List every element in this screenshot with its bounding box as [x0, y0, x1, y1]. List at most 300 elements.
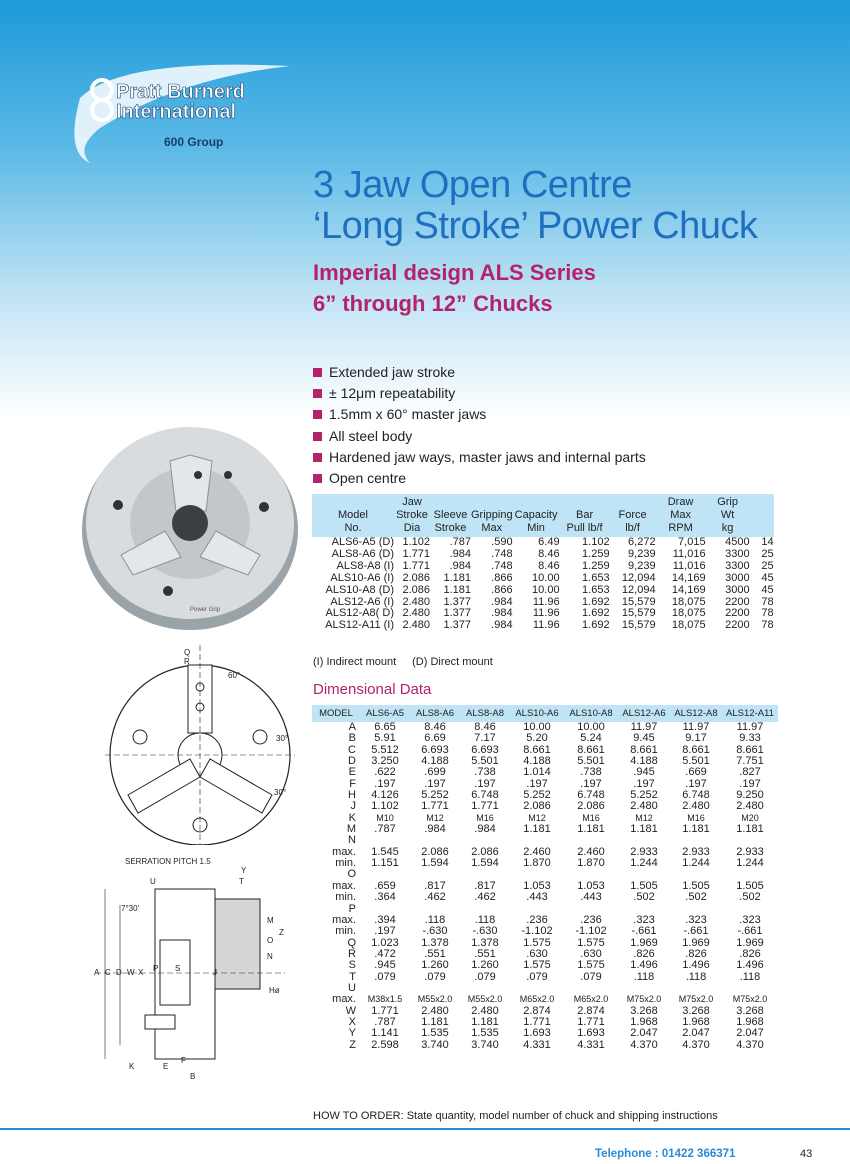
- dim-value-cell: .984: [424, 823, 446, 836]
- dim-label-cell: max.: [332, 845, 356, 858]
- dim-header-col: ALS8-A6: [410, 705, 460, 722]
- dim-value-cell: 11.97: [630, 721, 658, 733]
- spec-value-cell: 1.181: [443, 571, 471, 584]
- order-note: HOW TO ORDER: State quantity, model number of chuck and shipping instructions: [313, 1110, 718, 1122]
- dim-value-cell: 1.545: [371, 845, 399, 858]
- dim-value-cell: 1.053: [523, 879, 551, 892]
- spec-value-cell: 10.00: [532, 571, 560, 584]
- dim-value-cell: 11.97: [682, 721, 710, 733]
- spec-value-cell: 1.377: [443, 595, 471, 608]
- spec-value-cell: 1.771: [402, 547, 430, 560]
- dim-header-col: ALS6-A5: [360, 705, 410, 722]
- dim-value-cell: .945: [374, 959, 396, 972]
- dimensional-table-row: [312, 994, 778, 1005]
- dim-value-cell: .197: [474, 777, 496, 790]
- dim-value-cell: 1.968: [630, 1015, 658, 1028]
- dim-value-cell: 1.053: [577, 879, 605, 892]
- spec-value-cell: .984: [491, 607, 513, 620]
- spec-value-cell: 2.086: [402, 571, 430, 584]
- feature-list: [313, 362, 646, 489]
- dim-value-cell: .462: [424, 891, 446, 904]
- spec-value-cell: 2.480: [402, 619, 430, 632]
- dim-value-cell: 8.661: [682, 743, 710, 756]
- label-t: T: [239, 877, 244, 886]
- feature-item: ± 12μm repeatability: [313, 383, 646, 404]
- dim-value-cell: 3.250: [371, 755, 399, 768]
- dim-value-cell: 9.33: [739, 732, 761, 745]
- dim-label-cell: min.: [335, 891, 356, 904]
- dim-value-cell: 1.771: [371, 1004, 399, 1017]
- dim-value-cell: .787: [374, 1015, 396, 1028]
- dim-value-cell: 5.501: [471, 755, 499, 768]
- dim-value-cell: 9.45: [633, 732, 655, 745]
- dim-header-col: ALS12-A6: [618, 705, 670, 722]
- subtitle-line1: Imperial design ALS Series: [313, 260, 596, 285]
- header-sleeve-stroke: Sleeve Stroke: [430, 494, 471, 537]
- dim-value-cell: M20: [741, 812, 759, 823]
- dim-value-cell: 4.126: [371, 789, 399, 802]
- dim-value-cell: .236: [580, 913, 602, 926]
- label-y: Y: [241, 866, 247, 875]
- dim-value-cell: .197: [374, 925, 396, 938]
- dim-value-cell: [410, 983, 460, 994]
- dim-value-cell: 3.740: [421, 1038, 449, 1051]
- dim-value-cell: .984: [474, 823, 496, 836]
- spec-model-cell: ALS10-A8 (D): [325, 583, 394, 596]
- feature-item: Extended jaw stroke: [313, 362, 646, 383]
- dim-value-cell: 2.480: [421, 1004, 449, 1017]
- spec-table-row: [312, 561, 774, 573]
- spec-value-cell: 1.653: [582, 583, 610, 596]
- dim-value-cell: M12: [528, 812, 546, 823]
- spec-value-cell: 2.480: [402, 607, 430, 620]
- dim-value-cell: 4.370: [682, 1038, 710, 1051]
- dim-value-cell: 2.086: [471, 845, 499, 858]
- dim-value-cell: .817: [424, 879, 446, 892]
- dim-value-cell: 2.047: [736, 1027, 764, 1040]
- spec-model-cell: ALS12-A8( D): [325, 607, 394, 620]
- dim-value-cell: .699: [424, 766, 446, 779]
- dimensional-table-row: [312, 972, 778, 983]
- front-view-drawing: [100, 645, 300, 845]
- dim-value-cell: 8.661: [523, 743, 551, 756]
- chuck-photo: [78, 415, 303, 635]
- subtitle-line2: 6” through 12” Chucks: [313, 291, 553, 316]
- spec-value-cell: .748: [491, 559, 513, 572]
- dim-value-cell: 9.17: [685, 732, 707, 745]
- dim-value-cell: 1.181: [523, 823, 551, 836]
- dim-value-cell: 1.244: [736, 857, 764, 870]
- dim-value-cell: .826: [633, 947, 655, 960]
- dim-header-col: ALS10-A6: [510, 705, 564, 722]
- dim-value-cell: .502: [739, 891, 761, 904]
- dim-value-cell: M38x1.5: [367, 994, 403, 1005]
- bullet-square-icon: [313, 453, 322, 462]
- dim-value-cell: 2.480: [630, 800, 658, 813]
- dim-value-cell: 2.933: [630, 845, 658, 858]
- dim-header-col: ALS8-A8: [460, 705, 510, 722]
- label-7-30-degree: 7°30': [121, 904, 140, 913]
- dim-value-cell: 1.181: [736, 823, 764, 836]
- section-view-drawing: [85, 855, 295, 1085]
- dim-value-cell: M16: [476, 812, 494, 823]
- spec-model-cell: ALS10-A6 (I): [330, 571, 394, 584]
- dim-label-cell: max.: [332, 879, 356, 892]
- spec-model-cell: ALS12-A11 (I): [325, 619, 394, 632]
- dim-value-cell: 2.086: [523, 800, 551, 813]
- spec-value-cell: 1.377: [443, 619, 471, 632]
- dim-label-cell: min.: [335, 857, 356, 870]
- label-30-degree-top: 30°: [276, 734, 289, 743]
- dim-value-cell: .827: [739, 766, 761, 779]
- dim-value-cell: .323: [685, 913, 707, 926]
- dim-value-cell: .197: [374, 777, 396, 790]
- spec-value-cell: 1.181: [443, 583, 471, 596]
- dim-label-cell: P: [348, 902, 356, 915]
- dim-value-cell: 6.65: [374, 721, 396, 733]
- label-b: B: [190, 1072, 196, 1081]
- dim-value-cell: -.630: [422, 925, 448, 938]
- spec-value-cell: 3000: [725, 583, 750, 596]
- spec-value-cell: 2200: [725, 619, 750, 632]
- spec-value-cell: 3000: [725, 571, 750, 584]
- feature-item: Hardened jaw ways, master jaws and internal parts: [313, 447, 646, 468]
- spec-value-cell: 10.00: [532, 583, 560, 596]
- spec-value-cell: 12,094: [621, 583, 656, 596]
- dim-label-cell: Q: [347, 936, 356, 949]
- dim-value-cell: 5.501: [577, 755, 605, 768]
- dim-value-cell: [722, 983, 778, 994]
- spec-value-cell: 1.102: [402, 536, 430, 548]
- dim-value-cell: 1.969: [736, 936, 764, 949]
- label-d: D: [116, 968, 122, 977]
- spec-model-cell: ALS6-A5 (D): [331, 536, 394, 548]
- dim-value-cell: 4.370: [630, 1038, 658, 1051]
- spec-table-row: [312, 620, 774, 632]
- dim-value-cell: 1.594: [471, 857, 499, 870]
- dim-value-cell: M16: [687, 812, 705, 823]
- indirect-mount-note: (I) Indirect mount: [313, 656, 397, 668]
- dim-value-cell: 5.252: [523, 789, 551, 802]
- dim-value-cell: .323: [633, 913, 655, 926]
- dim-value-cell: 1.535: [471, 1027, 499, 1040]
- dimensional-table-row: [312, 960, 778, 971]
- dim-value-cell: -1.102: [575, 925, 607, 938]
- dim-value-cell: 11.97: [736, 721, 764, 733]
- dim-value-cell: 6.748: [471, 789, 499, 802]
- dim-value-cell: .738: [580, 766, 602, 779]
- dim-value-cell: 7.751: [736, 755, 764, 768]
- dim-value-cell: 1.594: [421, 857, 449, 870]
- dim-value-cell: 1.496: [736, 959, 764, 972]
- spec-value-cell: 1.692: [582, 619, 610, 632]
- dim-label-cell: A: [348, 721, 356, 733]
- spec-model-cell: ALS8-A8 (I): [336, 559, 394, 572]
- dim-value-cell: 9.250: [736, 789, 764, 802]
- dim-value-cell: 1.693: [577, 1027, 605, 1040]
- label-c: C: [105, 968, 111, 977]
- spec-value-cell: 8.46: [538, 547, 560, 560]
- dim-value-cell: 10.00: [523, 721, 551, 733]
- dim-value-cell: 2.086: [577, 800, 605, 813]
- label-u: U: [150, 877, 156, 886]
- spec-value-cell: 1.259: [582, 559, 610, 572]
- spec-value-cell: .748: [491, 547, 513, 560]
- dim-value-cell: 1.181: [577, 823, 605, 836]
- dim-value-cell: .462: [474, 891, 496, 904]
- dim-value-cell: 1.771: [421, 800, 449, 813]
- dim-value-cell: M55x2.0: [467, 994, 503, 1005]
- spec-value-cell: 3300: [725, 547, 750, 560]
- dim-value-cell: .197: [526, 777, 548, 790]
- dim-value-cell: .443: [580, 891, 602, 904]
- bullet-square-icon: [313, 389, 322, 398]
- dim-value-cell: [510, 983, 564, 994]
- spec-value-cell: .787: [449, 536, 471, 548]
- label-w: W: [127, 968, 135, 977]
- header-force: Force lb/f: [610, 494, 656, 537]
- dim-value-cell: 1.181: [471, 1015, 499, 1028]
- dim-value-cell: 1.870: [523, 857, 551, 870]
- spec-value-cell: .984: [449, 547, 471, 560]
- dim-value-cell: 1.771: [471, 800, 499, 813]
- dim-header-model: MODEL: [312, 705, 360, 722]
- dim-value-cell: 1.244: [630, 857, 658, 870]
- dim-label-cell: F: [349, 777, 356, 790]
- dim-label-cell: min.: [335, 925, 356, 938]
- dimensional-table-row: [312, 892, 778, 903]
- dim-value-cell: 1.575: [577, 959, 605, 972]
- direct-mount-note: (D) Direct mount: [412, 656, 493, 668]
- spec-value-cell: 1.692: [582, 607, 610, 620]
- dim-value-cell: M55x2.0: [417, 994, 453, 1005]
- dim-value-cell: .323: [739, 913, 761, 926]
- dim-value-cell: M75x2.0: [626, 994, 662, 1005]
- spec-value-cell: 1.377: [443, 607, 471, 620]
- dim-value-cell: 4.370: [736, 1038, 764, 1051]
- dim-value-cell: .669: [685, 766, 707, 779]
- spec-value-cell: 18,075: [671, 607, 706, 620]
- dim-value-cell: .118: [424, 913, 446, 926]
- dim-value-cell: 1.181: [421, 1015, 449, 1028]
- dim-value-cell: .443: [526, 891, 548, 904]
- label-k: K: [129, 1062, 135, 1071]
- spec-value-cell: 1.259: [582, 547, 610, 560]
- dim-value-cell: 1.023: [371, 936, 399, 949]
- header-jaw-stroke: Jaw Stroke Dia: [394, 494, 430, 537]
- dim-value-cell: .197: [424, 777, 446, 790]
- dim-value-cell: 1.575: [523, 936, 551, 949]
- dim-value-cell: -.661: [737, 925, 763, 938]
- dim-value-cell: M12: [426, 812, 444, 823]
- spec-value-cell: 15,579: [621, 619, 656, 632]
- dim-value-cell: 5.501: [682, 755, 710, 768]
- dim-value-cell: .826: [685, 947, 707, 960]
- logo-group: 600 Group: [164, 135, 224, 149]
- spec-value-cell: 14: [761, 536, 774, 548]
- dim-value-cell: 1.151: [371, 857, 399, 870]
- label-q: Q: [184, 648, 191, 657]
- feature-item: 1.5mm x 60° master jaws: [313, 404, 646, 425]
- spec-value-cell: 2200: [725, 595, 750, 608]
- label-a: A: [94, 968, 100, 977]
- dim-value-cell: 2.086: [421, 845, 449, 858]
- feature-item: Open centre: [313, 468, 646, 489]
- dim-value-cell: 6.69: [424, 732, 446, 745]
- dim-value-cell: 1.535: [421, 1027, 449, 1040]
- dim-value-cell: .079: [526, 970, 548, 983]
- dim-value-cell: 1.575: [577, 936, 605, 949]
- dim-value-cell: 3.268: [630, 1004, 658, 1017]
- dim-value-cell: 8.661: [577, 743, 605, 756]
- dim-value-cell: 1.244: [682, 857, 710, 870]
- bullet-square-icon: [313, 368, 322, 377]
- dim-value-cell: [618, 983, 670, 994]
- label-p: P: [153, 964, 159, 973]
- dim-value-cell: .197: [685, 777, 707, 790]
- dim-value-cell: .079: [374, 970, 396, 983]
- dim-value-cell: .738: [474, 766, 496, 779]
- spec-value-cell: 14,169: [671, 571, 706, 584]
- dim-label-cell: U: [348, 981, 356, 994]
- dim-value-cell: 8.661: [736, 743, 764, 756]
- dim-label-cell: W: [345, 1004, 356, 1017]
- spec-value-cell: .984: [491, 619, 513, 632]
- spec-value-cell: 14,169: [671, 583, 706, 596]
- spec-value-cell: 78: [761, 607, 774, 620]
- dim-value-cell: 4.331: [523, 1038, 551, 1051]
- dim-value-cell: .197: [580, 777, 602, 790]
- dim-value-cell: .630: [526, 947, 548, 960]
- dim-value-cell: M16: [582, 812, 600, 823]
- dim-value-cell: 1.378: [471, 936, 499, 949]
- spec-value-cell: 2.086: [402, 583, 430, 596]
- dim-value-cell: .551: [474, 947, 496, 960]
- dim-value-cell: .502: [685, 891, 707, 904]
- header-grip-wt: Grip Wt kg: [706, 494, 750, 537]
- dim-value-cell: 2.047: [682, 1027, 710, 1040]
- dim-value-cell: 3.740: [471, 1038, 499, 1051]
- dim-value-cell: .197: [739, 777, 761, 790]
- header-bar-pull: Bar Pull lb/f: [560, 494, 610, 537]
- dimensional-table-header: [312, 705, 778, 722]
- dim-value-cell: 2.047: [630, 1027, 658, 1040]
- dim-header-col: ALS10-A8: [564, 705, 618, 722]
- photo-brand-text: Power Grip: [190, 607, 221, 613]
- spec-value-cell: 18,075: [671, 595, 706, 608]
- dim-value-cell: 5.91: [374, 732, 396, 745]
- dim-value-cell: .118: [633, 970, 655, 983]
- dim-value-cell: .659: [374, 879, 396, 892]
- spec-value-cell: 2200: [725, 607, 750, 620]
- dim-value-cell: .364: [374, 891, 396, 904]
- dim-value-cell: M10: [376, 812, 394, 823]
- label-f: F: [181, 1056, 186, 1065]
- dim-value-cell: 1.969: [630, 936, 658, 949]
- spec-value-cell: 9,239: [628, 547, 656, 560]
- label-s: S: [175, 964, 181, 973]
- label-e: E: [163, 1062, 169, 1071]
- spec-table-body: [312, 537, 774, 632]
- spec-value-cell: .866: [491, 571, 513, 584]
- spec-value-cell: 3300: [725, 559, 750, 572]
- dim-value-cell: .551: [424, 947, 446, 960]
- dim-value-cell: 1.693: [523, 1027, 551, 1040]
- dim-value-cell: -.661: [683, 925, 709, 938]
- spec-value-cell: 7,015: [678, 536, 706, 548]
- dim-label-cell: H: [348, 789, 356, 802]
- dim-value-cell: 4.188: [421, 755, 449, 768]
- dim-value-cell: 1.496: [630, 959, 658, 972]
- dim-value-cell: 1.181: [682, 823, 710, 836]
- spec-value-cell: 6.49: [538, 536, 560, 548]
- spec-value-cell: .984: [491, 595, 513, 608]
- spec-table-row: [312, 573, 774, 585]
- dim-value-cell: .502: [633, 891, 655, 904]
- dim-value-cell: 2.933: [736, 845, 764, 858]
- dim-value-cell: 8.46: [424, 721, 446, 733]
- spec-table: [312, 494, 774, 632]
- dim-value-cell: 5.252: [421, 789, 449, 802]
- page-number: 43: [800, 1148, 813, 1160]
- dim-value-cell: [460, 983, 510, 994]
- spec-value-cell: 1.102: [582, 536, 610, 548]
- spec-value-cell: 25: [761, 547, 774, 560]
- dim-value-cell: .630: [580, 947, 602, 960]
- dim-value-cell: -.661: [631, 925, 657, 938]
- dim-value-cell: 1.968: [736, 1015, 764, 1028]
- dim-value-cell: M65x2.0: [573, 994, 609, 1005]
- dim-label-cell: T: [349, 970, 356, 983]
- header-capacity-min: Capacity Min: [513, 494, 560, 537]
- dimensional-table-row: [312, 733, 778, 744]
- spec-value-cell: 1.692: [582, 595, 610, 608]
- dim-value-cell: 2.480: [682, 800, 710, 813]
- page-title-line1: 3 Jaw Open Centre: [313, 164, 632, 206]
- dim-value-cell: 10.00: [577, 721, 605, 733]
- dim-label-cell: D: [348, 755, 356, 768]
- mount-notes: [313, 656, 493, 668]
- dim-value-cell: 1.505: [682, 879, 710, 892]
- spec-value-cell: 15,579: [621, 607, 656, 620]
- spec-table-row: [312, 585, 774, 597]
- label-60-degree: 60°: [228, 671, 241, 680]
- dim-value-cell: 5.512: [371, 743, 399, 756]
- spec-value-cell: .984: [449, 559, 471, 572]
- dim-label-cell: Y: [348, 1027, 356, 1040]
- spec-value-cell: 45: [761, 583, 774, 596]
- dim-value-cell: 1.771: [523, 1015, 551, 1028]
- dim-value-cell: 1.969: [682, 936, 710, 949]
- dim-value-cell: 2.460: [523, 845, 551, 858]
- spec-value-cell: .866: [491, 583, 513, 596]
- dim-label-cell: B: [348, 732, 356, 745]
- footer-rule: [0, 1128, 850, 1130]
- spec-value-cell: 11.96: [532, 607, 560, 620]
- spec-value-cell: 6,272: [628, 536, 656, 548]
- dim-value-cell: 2.874: [577, 1004, 605, 1017]
- spec-value-cell: 4500: [725, 536, 750, 548]
- dim-value-cell: .817: [474, 879, 496, 892]
- dim-value-cell: .472: [374, 947, 396, 960]
- dim-value-cell: 1.575: [523, 959, 551, 972]
- dim-value-cell: .118: [474, 913, 496, 926]
- dim-value-cell: .079: [474, 970, 496, 983]
- dim-value-cell: 8.661: [630, 743, 658, 756]
- dim-label-cell: R: [348, 947, 356, 960]
- spec-value-cell: 78: [761, 595, 774, 608]
- spec-value-cell: 11.96: [532, 619, 560, 632]
